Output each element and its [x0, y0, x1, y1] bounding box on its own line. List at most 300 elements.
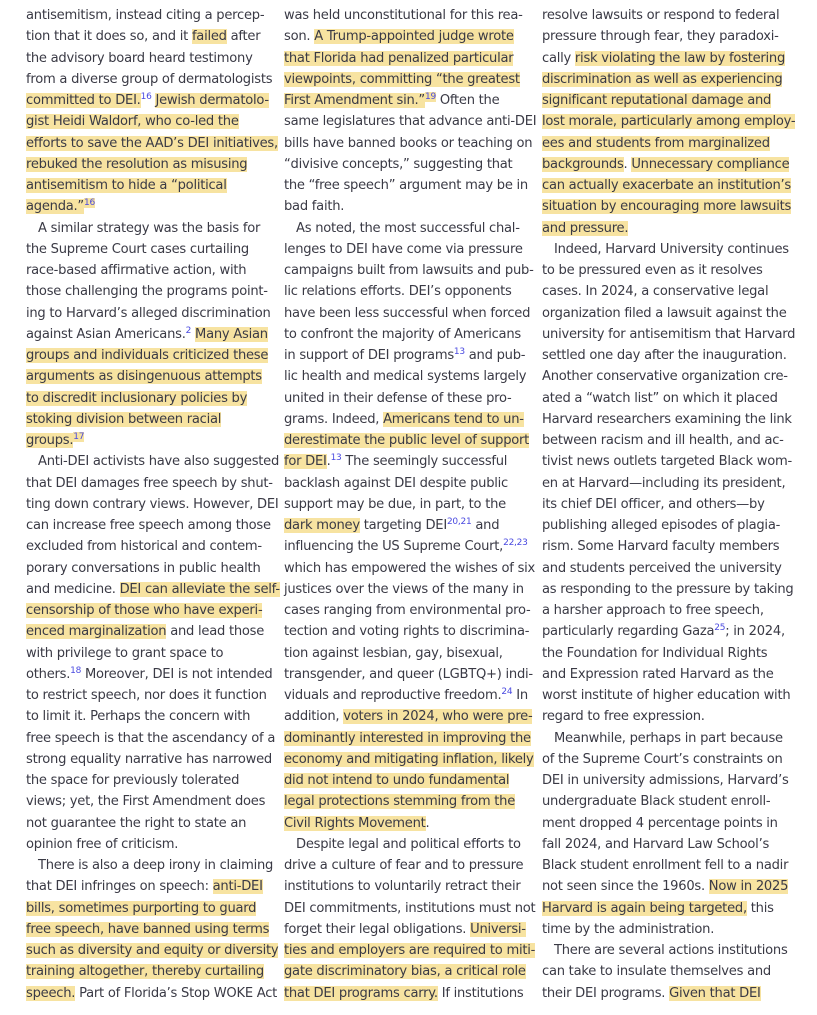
body-text: . — [425, 815, 430, 831]
text-line — [26, 919, 271, 940]
highlighted-text: Civil Rights Movement — [284, 815, 426, 831]
text-line — [26, 430, 271, 451]
text-line — [284, 961, 524, 982]
text-line — [26, 983, 278, 1004]
body-text: The seemingly successful — [341, 454, 508, 470]
text-line — [542, 175, 791, 196]
body-text: after — [226, 29, 261, 45]
text-line — [542, 345, 787, 366]
text-line — [542, 706, 787, 727]
text-line — [542, 940, 787, 961]
highlighted-text: ees and students from marginalized — [542, 135, 770, 151]
highlighted-text: gate discriminatory bias, a critical role — [284, 964, 526, 980]
text-line — [284, 685, 528, 706]
body-text: the Foundation for Individual Rights — [542, 645, 768, 661]
reference-link[interactable]: 25 — [714, 623, 726, 634]
body-text: In — [512, 688, 528, 703]
body-text: views; yet, the First Amendment does — [26, 794, 266, 810]
body-text: antisemitism, instead citing a percep- — [26, 8, 265, 23]
highlighted-text: risk violating the law by fostering — [574, 50, 786, 66]
body-text: campaigns built from lawsuits and pub- — [284, 263, 534, 278]
highlighted-text: groups and individuals criticized these — [26, 348, 269, 363]
text-line — [542, 834, 787, 855]
text-line — [542, 536, 787, 557]
reference-link[interactable]: 22,23 — [503, 538, 528, 549]
text-line — [26, 388, 271, 409]
highlighted-text: Given that DEI — [669, 985, 761, 1001]
text-line — [26, 834, 271, 855]
body-text: lic relations efforts. DEI’s opponents — [284, 284, 512, 300]
body-text: not seen since the 1960s. — [542, 879, 709, 895]
body-text: As noted, the most successful chal- — [296, 220, 520, 236]
text-column-2 — [284, 5, 537, 1004]
text-line — [284, 473, 524, 494]
text-line — [542, 643, 787, 664]
body-text: transgender, and queer (LGBTQ+) indi- — [284, 666, 533, 682]
highlighted-text: training altogether, thereby curtailing — [26, 964, 264, 980]
highlighted-text: gist Heidi Waldorf, who co-led the — [26, 114, 239, 130]
body-text: opinion free of criticism. — [26, 836, 179, 852]
text-line — [284, 600, 531, 621]
body-text: Anti-DEI activists have also suggested — [38, 454, 280, 470]
body-text: that DEI damages free speech by shut- — [26, 475, 273, 491]
body-text: ; in 2024, — [725, 624, 785, 640]
highlighted-text: voters in 2024, who were pre- — [343, 709, 533, 725]
text-column-3 — [542, 5, 796, 1004]
highlighted-text: committed to DEI. — [26, 93, 141, 108]
text-line — [26, 728, 276, 749]
text-line — [284, 281, 524, 302]
text-line — [284, 324, 524, 345]
text-line — [26, 770, 271, 791]
text-line — [542, 324, 796, 345]
reference-link[interactable]: 18 — [70, 665, 82, 676]
text-line — [542, 260, 787, 281]
highlighted-text: and pressure. — [542, 220, 629, 236]
text-line — [26, 26, 271, 47]
highlighted-text: can actually exacerbate an institution’s — [542, 178, 791, 193]
text-line — [284, 898, 536, 919]
text-line — [542, 281, 787, 302]
body-text: to limit it. Perhaps the concern with — [26, 709, 251, 725]
body-text: DEI commitments, institutions must not — [284, 900, 536, 916]
text-line — [26, 154, 271, 175]
text-line — [542, 451, 792, 472]
body-text: with privilege to grant space to — [26, 645, 224, 661]
text-line — [542, 898, 787, 919]
text-line — [26, 706, 271, 727]
body-text: against Asian Americans. — [26, 326, 186, 342]
text-line — [284, 409, 524, 430]
text-line — [284, 664, 533, 685]
highlighted-text: failed — [191, 29, 227, 45]
body-text: cally — [542, 50, 575, 66]
text-line — [26, 515, 271, 536]
body-text: particularly regarding Gaza — [542, 624, 715, 640]
text-line — [284, 749, 534, 770]
highlighted-text: ties and employers are required to miti- — [284, 943, 536, 958]
highlighted-text: did not intend to undo fundamental — [284, 773, 510, 788]
body-text: and medicine. — [26, 581, 120, 597]
text-line — [284, 218, 524, 239]
text-line — [284, 388, 524, 409]
text-line — [284, 919, 524, 940]
text-line — [542, 48, 787, 69]
body-text: ting down contrary views. However, DEI — [26, 496, 279, 512]
body-text: targeting DEI — [359, 518, 447, 533]
body-text: organization filed a lawsuit against the — [542, 305, 787, 321]
body-text: and lead those — [166, 624, 265, 640]
text-line — [26, 685, 271, 706]
body-text: grams. Indeed, — [284, 411, 384, 427]
text-line — [26, 218, 271, 239]
text-line — [26, 791, 271, 812]
text-line — [284, 303, 531, 324]
text-line — [26, 749, 271, 770]
text-line — [26, 940, 279, 961]
text-line — [284, 366, 527, 387]
highlighted-text: efforts to save the AAD’s DEI initiatives, — [26, 135, 278, 151]
highlighted-text: arguments as disingenuous attempts — [26, 369, 262, 385]
body-text: its chief DEI officer, and others—by — [542, 496, 765, 512]
text-line — [26, 281, 271, 302]
body-text: bills have banned books or teaching on — [284, 135, 533, 151]
text-line — [542, 728, 787, 749]
text-line — [284, 430, 530, 451]
text-line — [26, 855, 274, 876]
body-text: There is also a deep irony in claiming — [38, 858, 274, 873]
highlighted-text: groups. — [26, 433, 74, 448]
body-text: Often the — [435, 93, 500, 108]
highlighted-text: rebuked the resolution as misusing — [26, 156, 248, 172]
body-text: Moreover, DEI is not intended — [81, 666, 273, 682]
text-line — [284, 791, 524, 812]
text-line — [542, 515, 787, 536]
text-line — [26, 111, 271, 132]
reference-link[interactable]: 13 — [330, 453, 342, 464]
body-text: which has empowered the wishes of six — [284, 560, 536, 576]
text-line — [284, 175, 528, 196]
text-line — [284, 69, 524, 90]
highlighted-text: anti-DEI — [212, 879, 263, 895]
body-text: DEI in university admissions, Harvard’s — [542, 773, 789, 788]
text-line — [26, 196, 271, 217]
text-line — [284, 536, 528, 557]
text-line — [26, 409, 271, 430]
text-line — [26, 600, 271, 621]
text-line — [26, 813, 271, 834]
body-text: strong equality narrative has narrowed — [26, 751, 272, 767]
highlighted-text: Many Asian — [195, 326, 268, 342]
body-text: cases ranging from environmental pro- — [284, 603, 531, 618]
body-text: porary conversations in public health — [26, 560, 261, 576]
text-line — [542, 664, 787, 685]
body-text: not guarantee the right to state an — [26, 815, 247, 831]
highlighted-text: First Amendment sin.” — [284, 93, 425, 108]
body-text: support may be due, in part, to the — [284, 496, 506, 512]
reference-link[interactable]: 20,21 — [446, 517, 472, 527]
text-line — [26, 898, 271, 919]
body-text: justices over the views of the many in — [284, 581, 524, 597]
body-text: and pub- — [464, 348, 526, 363]
highlighted-text: stoking division between racial — [26, 411, 222, 427]
text-line — [284, 813, 524, 834]
body-text: tection and voting rights to discrimina- — [284, 624, 530, 640]
body-text: tion that it does so, and it — [26, 29, 192, 45]
text-line — [284, 579, 524, 600]
text-line — [542, 366, 787, 387]
text-line — [26, 366, 271, 387]
reference-link[interactable]: 24 — [501, 687, 513, 697]
body-text: Despite legal and political efforts to — [296, 836, 521, 852]
reference-link[interactable]: 19 — [424, 92, 436, 102]
body-text: united in their defense of these pro- — [284, 390, 512, 406]
text-line — [542, 813, 787, 834]
body-text: have been less successful when forced — [284, 305, 531, 321]
body-text: from a diverse group of dermatologists — [26, 71, 273, 87]
text-line — [542, 791, 787, 812]
text-line — [284, 451, 524, 472]
text-line — [542, 69, 787, 90]
text-line — [284, 196, 524, 217]
reference-link[interactable]: 13 — [453, 347, 465, 357]
body-text: the “free speech” argument may be in — [284, 178, 528, 193]
highlighted-text: free speech, have banned using terms — [26, 921, 270, 937]
body-text: Harvard researchers examining the link — [542, 411, 792, 427]
text-line — [542, 239, 787, 260]
body-text: Meanwhile, perhaps in part because — [554, 730, 783, 746]
body-text: ing to Harvard’s alleged discrimination — [26, 305, 271, 321]
body-text: race-based affirmative action, with — [26, 263, 247, 278]
body-text: the advisory board heard testimony — [26, 50, 253, 66]
highlighted-text: to discredit inclusionary policies by — [26, 390, 248, 406]
highlighted-text: Harvard is again being targeted, — [542, 900, 747, 916]
body-text: son. — [284, 29, 315, 45]
body-text: drive a culture of fear and to pressure — [284, 858, 524, 873]
body-text: the space for previously tolerated — [26, 773, 240, 788]
text-line — [26, 536, 271, 557]
body-text: Black student enrollment fell to a nadir — [542, 858, 789, 873]
body-text: If institutions — [437, 985, 524, 1001]
text-line — [284, 876, 524, 897]
body-text: lic health and medical systems largely — [284, 369, 527, 385]
text-line — [26, 239, 271, 260]
body-text: between racism and ill health, and ac- — [542, 433, 784, 448]
text-line — [26, 494, 279, 515]
text-line — [26, 260, 271, 281]
text-line — [284, 111, 537, 132]
text-line — [542, 855, 787, 876]
body-text: cases. In 2024, a conservative legal — [542, 284, 769, 300]
text-line — [26, 48, 271, 69]
text-line — [542, 218, 787, 239]
body-text: to restrict speech, nor does it function — [26, 688, 267, 703]
highlighted-text: that DEI programs carry. — [284, 985, 438, 1001]
highlighted-text: for DEI — [284, 454, 327, 470]
body-text: tion against lesbian, gay, bisexual, — [284, 645, 503, 661]
reference-link[interactable]: 16 — [83, 198, 95, 209]
text-line — [542, 26, 787, 47]
text-line — [284, 48, 524, 69]
text-line — [542, 558, 787, 579]
highlighted-text: Americans tend to un- — [383, 411, 524, 427]
body-text: pressure through fear, they paradoxi- — [542, 29, 779, 45]
body-text: can increase free speech among those — [26, 518, 271, 533]
body-text: . — [326, 454, 331, 470]
text-line — [26, 324, 271, 345]
text-line — [284, 26, 524, 47]
body-text: backlash against DEI despite public — [284, 475, 508, 491]
text-column-1 — [26, 5, 280, 1004]
body-text: others. — [26, 666, 71, 682]
body-text: regard to free expression. — [542, 709, 705, 725]
text-line — [26, 579, 280, 600]
body-text: There are several actions institutions — [554, 943, 788, 958]
text-line — [26, 664, 271, 685]
text-line — [26, 5, 271, 26]
highlighted-text: antisemitism to hide a “political — [26, 178, 227, 193]
text-line — [26, 175, 271, 196]
text-line — [26, 451, 280, 472]
body-text: resolve lawsuits or respond to federal — [542, 8, 780, 23]
text-line — [284, 983, 524, 1004]
text-line — [542, 983, 787, 1004]
highlighted-text: economy and mitigating inflation, likely — [284, 751, 534, 767]
text-line — [542, 303, 787, 324]
text-line — [26, 876, 271, 897]
text-line — [284, 90, 524, 111]
text-line — [284, 494, 524, 515]
body-text: undergraduate Black student enroll- — [542, 794, 771, 810]
text-line — [542, 685, 791, 706]
highlighted-text: that Florida had penalized particular — [284, 50, 514, 66]
text-line — [542, 111, 796, 132]
highlighted-text: bills, sometimes purporting to guard — [26, 900, 257, 916]
body-text: excluded from historical and contem- — [26, 539, 262, 555]
text-line — [26, 473, 271, 494]
highlighted-text: speech. — [26, 985, 76, 1001]
reference-link[interactable]: 2 — [185, 325, 192, 336]
body-text: fall 2024, and Harvard Law School’s — [542, 836, 770, 852]
reference-link[interactable]: 17 — [73, 432, 85, 442]
text-line — [26, 961, 271, 982]
body-text: those challenging the programs point- — [26, 284, 268, 300]
text-line — [542, 430, 787, 451]
text-line — [542, 494, 787, 515]
body-text: bad faith. — [284, 199, 345, 215]
body-text: addition, — [284, 709, 344, 725]
text-line — [26, 303, 271, 324]
body-text: in support of DEI programs — [284, 348, 454, 363]
text-line — [284, 260, 534, 281]
body-text: their DEI programs. — [542, 985, 670, 1001]
body-text: settled one day after the inauguration. — [542, 348, 787, 363]
body-text: A similar strategy was the basis for — [38, 220, 261, 236]
text-line — [284, 834, 524, 855]
text-line — [542, 196, 792, 217]
body-text: viduals and reproductive freedom. — [284, 688, 502, 703]
highlighted-text: lost morale, particularly among employ- — [542, 114, 796, 130]
text-line — [26, 558, 271, 579]
body-text: to confront the majority of Americans — [284, 326, 521, 342]
text-line — [542, 90, 787, 111]
body-text: worst institute of higher education with — [542, 688, 791, 703]
body-text: was held unconstitutional for this rea- — [284, 8, 523, 23]
text-line — [542, 5, 787, 26]
highlighted-text: agenda.” — [26, 199, 84, 215]
body-text: free speech is that the ascendancy of a — [26, 730, 276, 746]
text-line — [542, 770, 787, 791]
text-line — [284, 558, 536, 579]
highlighted-text: Jewish dermatolo- — [155, 93, 269, 108]
text-line — [284, 133, 533, 154]
text-line — [284, 515, 524, 536]
text-line — [284, 239, 524, 260]
body-text: as responding to the pressure by taking — [542, 581, 794, 597]
text-line — [26, 643, 271, 664]
text-line — [284, 706, 533, 727]
body-text: en at Harvard—including its president, — [542, 475, 786, 491]
text-line — [542, 409, 792, 430]
body-text: rism. Some Harvard faculty members — [542, 539, 780, 555]
body-text: university for antisemitism that Harvard — [542, 326, 796, 342]
text-line — [284, 940, 536, 961]
text-line — [542, 133, 787, 154]
body-text: this — [746, 900, 774, 916]
text-line — [284, 770, 524, 791]
highlighted-text: DEI can alleviate the self- — [119, 581, 280, 597]
highlighted-text: discrimination as well as experiencing — [542, 71, 783, 87]
body-text: Indeed, Harvard University continues — [554, 241, 789, 257]
text-line — [542, 876, 787, 897]
highlighted-text: dominantly interested in improving the — [284, 730, 531, 746]
body-text: can take to insulate themselves and — [542, 964, 771, 980]
text-line — [542, 621, 787, 642]
text-line — [542, 579, 794, 600]
body-text: institutions to voluntarily retract their — [284, 879, 521, 895]
body-text: lenges to DEI have come via pressure — [284, 241, 523, 257]
text-line — [542, 473, 787, 494]
text-line — [284, 855, 524, 876]
highlighted-text: legal protections stemming from the — [284, 794, 516, 810]
body-text: Part of Florida’s Stop WOKE Act — [75, 985, 278, 1001]
text-line — [542, 154, 790, 175]
body-text: the Supreme Court cases curtailing — [26, 241, 249, 257]
text-line — [26, 345, 271, 366]
text-line — [284, 345, 524, 366]
highlighted-text: derestimate the public level of support — [284, 433, 530, 448]
text-line — [26, 133, 278, 154]
text-line — [542, 600, 787, 621]
body-text: ment dropped 4 percentage points in — [542, 815, 778, 831]
reference-link[interactable]: 16 — [140, 92, 152, 102]
body-text: and Expression rated Harvard as the — [542, 666, 774, 682]
text-line — [284, 643, 524, 664]
body-text: publishing alleged episodes of plagia- — [542, 518, 781, 533]
text-line — [542, 961, 787, 982]
text-line — [542, 749, 787, 770]
body-text: to be pressured even as it resolves — [542, 263, 763, 278]
body-text: . — [623, 156, 632, 172]
highlighted-text: dark money — [284, 518, 360, 533]
highlighted-text: viewpoints, committing “the greatest — [284, 71, 520, 87]
text-line — [542, 919, 787, 940]
highlighted-text: Now in 2025 — [708, 879, 789, 895]
body-text: “divisive concepts,” suggesting that — [284, 156, 513, 172]
body-text: of the Supreme Court’s constraints on — [542, 751, 783, 767]
highlighted-text: Universi- — [470, 921, 526, 937]
highlighted-text: A Trump-appointed judge wrote — [314, 29, 514, 45]
